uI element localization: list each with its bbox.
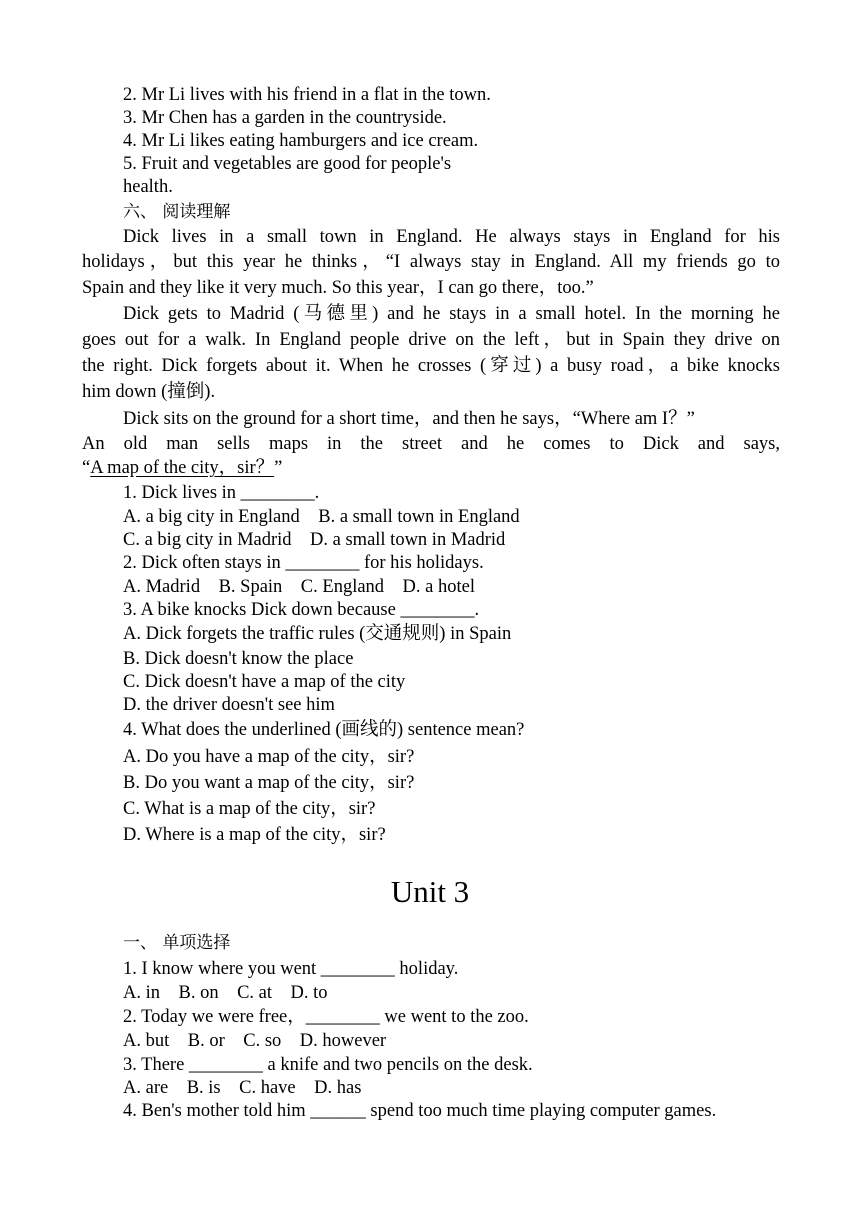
passage-line: holidays，but this year he thinks，“I always stay in England. All my friends go to	[82, 252, 780, 272]
option-line: C. Dick doesn't have a map of the city	[123, 672, 406, 692]
unit-heading: Unit 3	[390, 874, 470, 909]
statement-line: 2. Mr Li lives with his friend in a flat in the town.	[123, 85, 491, 105]
option-line: A. Dick forgets the traffic rules (交通规则) in Spain	[123, 624, 512, 644]
option-line: A. a big city in England B. a small town in England	[123, 507, 520, 527]
statement-line: 4. Mr Li likes eating hamburgers and ice cream.	[123, 131, 479, 151]
open-quote: “	[82, 458, 91, 478]
option-line: C. a big city in Madrid D. a small town in Madrid	[123, 530, 506, 550]
statement-line: 3. Mr Chen has a garden in the countryside.	[123, 108, 447, 128]
passage-line: Dick lives in a small town in England. He always stays in England for his	[123, 227, 780, 247]
passage-line: him down (撞倒).	[82, 382, 216, 402]
underlined-sentence: A map of the city，sir？	[90, 458, 275, 478]
question-line: 3. A bike knocks Dick down because ________.	[123, 600, 480, 620]
passage-line: Dick sits on the ground for a short time，and then he says，“Where am I？”	[123, 409, 695, 429]
passage-line	[82, 456, 282, 480]
statement-line: health.	[123, 177, 173, 197]
option-line: D. Where is a map of the city，sir?	[123, 825, 386, 845]
passage-line: the right. Dick forgets about it. When he crosses (穿过) a busy road，a bike knocks	[82, 356, 780, 376]
question-line: 3. There ________ a knife and two pencils on the desk.	[123, 1055, 533, 1075]
option-line: D. the driver doesn't see him	[123, 695, 335, 715]
question-line: 2. Dick often stays in ________ for his holidays.	[123, 553, 484, 573]
option-line: B. Dick doesn't know the place	[123, 649, 354, 669]
section-heading: 一、 单项选择	[123, 933, 231, 953]
option-line: C. What is a map of the city，sir?	[123, 799, 376, 819]
section-heading: 六、 阅读理解	[123, 202, 231, 222]
option-line: B. Do you want a map of the city，sir?	[123, 773, 415, 793]
passage-line: Spain and they like it very much. So this year，I can go there，too.”	[82, 278, 594, 298]
option-line: A. in B. on C. at D. to	[123, 983, 328, 1003]
question-line: 4. Ben's mother told him ______ spend too much time playing computer games.	[123, 1101, 717, 1121]
question-line: 2. Today we were free，________ we went to the zoo.	[123, 1007, 529, 1027]
option-line: A. Madrid B. Spain C. England D. a hotel	[123, 577, 475, 597]
question-line: 1. I know where you went ________ holiday.	[123, 959, 459, 979]
question-line: 1. Dick lives in ________.	[123, 483, 320, 503]
statement-line: 5. Fruit and vegetables are good for people's	[123, 154, 452, 174]
passage-line: Dick gets to Madrid (马德里) and he stays in a small hotel. In the morning he	[123, 304, 780, 324]
question-line: 4. What does the underlined (画线的) sentence mean?	[123, 720, 525, 740]
option-line: A. are B. is C. have D. has	[123, 1078, 362, 1098]
option-line: A. but B. or C. so D. however	[123, 1031, 387, 1051]
passage-line: goes out for a walk. In England people drive on the left，but in Spain they drive on	[82, 330, 780, 350]
close-quote: ”	[274, 458, 283, 478]
passage-line: An old man sells maps in the street and he comes to Dick and says,	[82, 434, 780, 454]
option-line: A. Do you have a map of the city，sir?	[123, 747, 415, 767]
